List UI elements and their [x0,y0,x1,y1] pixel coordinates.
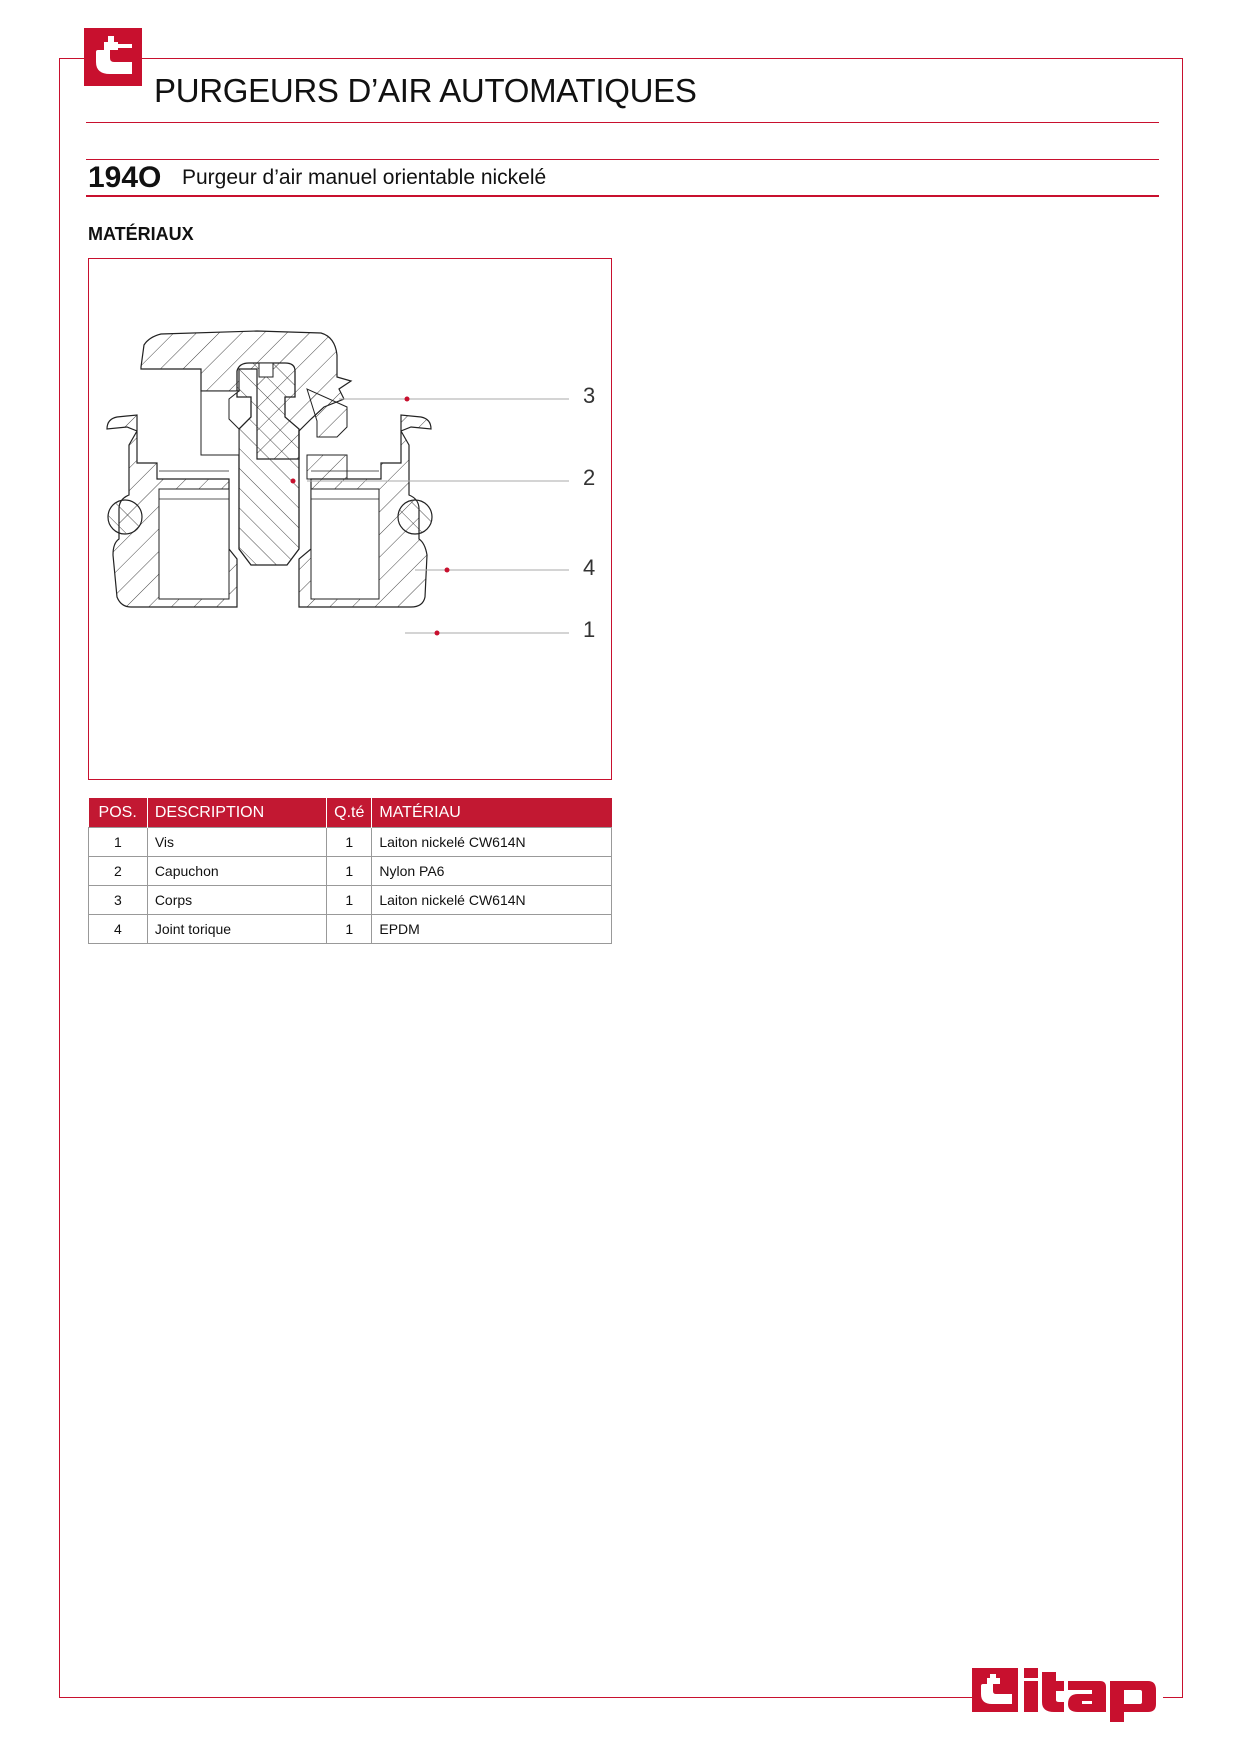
header-divider [86,122,1159,123]
cell-material: EPDM [372,915,612,944]
page-title: PURGEURS D’AIR AUTOMATIQUES [154,72,697,109]
frame-bottom-border [59,1697,974,1698]
table-row [89,915,612,944]
cell-qty: 1 [327,828,372,857]
callout-3: 3 [583,383,596,408]
product-code: 194O [88,161,162,194]
cell-material: Laiton nickelé CW614N [372,886,612,915]
callout-4: 4 [583,555,596,580]
table-row [89,857,612,886]
cell-pos: 1 [89,828,148,857]
callout-1: 1 [583,617,596,642]
cell-material: Laiton nickelé CW614N [372,828,612,857]
cell-description: Corps [147,886,326,915]
cell-description: Vis [147,828,326,857]
brand-logo-icon [972,1664,1158,1724]
cell-qty: 1 [327,915,372,944]
cell-description: Capuchon [147,857,326,886]
table-row [89,828,612,857]
cell-pos: 3 [89,886,148,915]
o-ring-left [108,500,142,534]
column-header-pos: POS. [89,798,148,828]
column-header-description: DESCRIPTION [147,798,326,828]
corner-logo-icon [84,28,142,86]
screw-part [237,363,299,565]
callout-2: 2 [583,465,596,490]
table-header-row [89,798,612,828]
cell-qty: 1 [327,857,372,886]
cross-section-drawing [89,259,613,781]
cell-pos: 2 [89,857,148,886]
cell-qty: 1 [327,886,372,915]
frame-left-border [59,58,60,1698]
column-header-qty: Q.té [327,798,372,828]
product-divider-top [86,159,1159,160]
technical-drawing [88,258,612,780]
frame-bottom-border-end [1163,1697,1183,1698]
cell-description: Joint torique [147,915,326,944]
materials-table [88,798,612,944]
cell-material: Nylon PA6 [372,857,612,886]
cell-pos: 4 [89,915,148,944]
product-divider-bottom [86,195,1159,197]
column-header-material: MATÉRIAU [372,798,612,828]
product-name: Purgeur d’air manuel orientable nickelé [182,166,547,189]
frame-right-border [1182,58,1183,1698]
section-title: MATÉRIAUX [88,224,194,244]
o-ring-right [398,500,432,534]
frame-top-border [59,58,1182,59]
table-row [89,886,612,915]
